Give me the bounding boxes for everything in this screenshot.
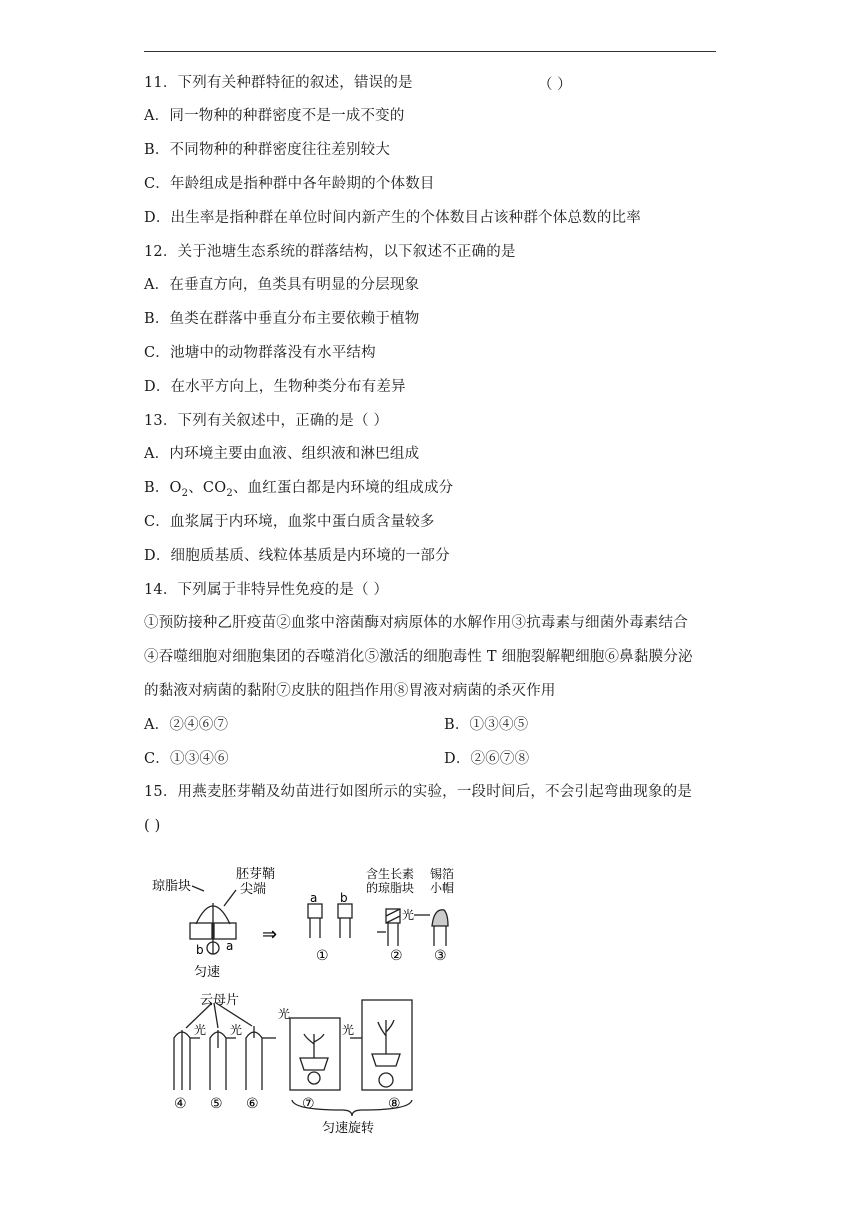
label-auxin-line2: 的琼脂块 bbox=[366, 881, 415, 895]
auxin-block bbox=[386, 909, 400, 923]
label-uniform-speed: 匀速 bbox=[194, 965, 221, 980]
label-light-4: 光 bbox=[194, 1023, 207, 1037]
box-8 bbox=[362, 1000, 412, 1090]
auxin-hatch-2 bbox=[386, 916, 400, 923]
label-auxin-line1: 含生长素 bbox=[366, 867, 415, 881]
label-n8: ⑧ bbox=[388, 1096, 401, 1112]
coleoptile-2 bbox=[388, 923, 398, 946]
box-7 bbox=[290, 1018, 340, 1090]
label-n3: ③ bbox=[434, 948, 447, 964]
label-agar-block: 琼脂块 bbox=[152, 879, 192, 894]
label-a: a bbox=[226, 939, 234, 953]
block-on-1a bbox=[308, 904, 322, 918]
label-tip-line2: 尖端 bbox=[240, 882, 267, 897]
q11-answer-blank: （ ） bbox=[538, 77, 572, 93]
q15-stem: 15．用燕麦胚芽鞘及幼苗进行如图所示的实验，一段时间后，不会引起弯曲现象的是 bbox=[144, 784, 693, 800]
arrow-implies: ⇒ bbox=[262, 924, 278, 945]
label-foil-line2: 小帽 bbox=[430, 881, 455, 895]
q11-stem: 11．下列有关种群特征的叙述，错误的是 bbox=[144, 75, 413, 91]
label-n7: ⑦ bbox=[302, 1096, 315, 1112]
q11-option-d: D．出生率是指种群在单位时间内新产生的个体数目占该种群个体总数的比率 bbox=[144, 210, 641, 226]
label-light-8: 光 bbox=[342, 1023, 355, 1037]
q13-option-d: D．细胞质基质、线粒体基质是内环境的一部分 bbox=[144, 548, 450, 564]
q13-b-sub1: 2 bbox=[181, 487, 189, 499]
q13-b-pre: B．O bbox=[144, 480, 182, 496]
label-light-3: 光 bbox=[402, 908, 415, 922]
q12-option-b: B．鱼类在群落中垂直分布主要依赖于植物 bbox=[144, 311, 420, 327]
auxin-hatch-1 bbox=[386, 909, 400, 916]
label-block-b: b bbox=[340, 891, 348, 905]
q13-b-sub2: 2 bbox=[226, 487, 233, 499]
q13-stem: 13．下列有关叙述中，正确的是（ ） bbox=[144, 413, 389, 429]
agar-block-a bbox=[214, 923, 236, 939]
label-rotate: 匀速旋转 bbox=[322, 1121, 375, 1136]
q12-stem: 12．关于池塘生态系统的群落结构，以下叙述不正确的是 bbox=[144, 244, 516, 260]
pot-7 bbox=[300, 1058, 328, 1070]
q12-option-c: C．池塘中的动物群落没有水平结构 bbox=[144, 345, 376, 361]
q11-option-b: B．不同物种的种群密度往往差别较大 bbox=[144, 142, 391, 158]
label-n5: ⑤ bbox=[210, 1096, 223, 1112]
label-n2: ② bbox=[390, 948, 403, 964]
label-light-6: 光 bbox=[278, 1007, 291, 1021]
label-tip-line1: 胚芽鞘 bbox=[236, 867, 276, 882]
q14-body-line3: 的黏液对病菌的黏附⑦皮肤的阻挡作用⑧胃液对病菌的杀灭作用 bbox=[144, 683, 556, 699]
rotation-circle-8 bbox=[379, 1073, 393, 1087]
q11-option-c: C．年龄组成是指种群中各年龄期的个体数目 bbox=[144, 176, 435, 192]
label-n6: ⑥ bbox=[246, 1096, 259, 1112]
label-foil-line1: 锡箔 bbox=[430, 867, 455, 881]
label-light-5: 光 bbox=[230, 1023, 243, 1037]
coleoptile-1a bbox=[310, 918, 320, 938]
experiment-figure bbox=[152, 858, 472, 1138]
q13-b-mid: 、CO bbox=[188, 480, 227, 496]
q13-option-c: C．血浆属于内环境，血浆中蛋白质含量较多 bbox=[144, 514, 435, 530]
q14-option-b: B．①③④⑤ bbox=[444, 717, 529, 733]
q13-option-b bbox=[144, 478, 453, 504]
label-block-a: a bbox=[310, 891, 318, 905]
q14-option-a: A．②④⑥⑦ bbox=[144, 717, 229, 733]
coleoptile-1b bbox=[340, 918, 350, 938]
q14-option-c: C．①③④⑥ bbox=[144, 751, 229, 767]
label-b: b bbox=[196, 943, 204, 957]
seedling-7 bbox=[304, 1034, 324, 1058]
foil-cap bbox=[432, 910, 448, 926]
label-n1: ① bbox=[316, 948, 329, 964]
q14-option-d: D．②⑥⑦⑧ bbox=[444, 751, 530, 767]
q11-option-a: A．同一物种的种群密度不是一成不变的 bbox=[144, 108, 405, 124]
seedling-8 bbox=[378, 1020, 394, 1054]
block-on-1b bbox=[338, 904, 352, 918]
rotation-circle-7 bbox=[308, 1072, 320, 1084]
q12-option-d: D．在水平方向上，生物种类分布有差异 bbox=[144, 379, 406, 395]
agar-block-b bbox=[190, 923, 212, 939]
q14-stem: 14．下列属于非特异性免疫的是（ ） bbox=[144, 582, 389, 598]
q15-answer-blank: ( ) bbox=[144, 818, 161, 834]
label-n4: ④ bbox=[174, 1096, 187, 1112]
q14-body-line1: ①预防接种乙肝疫苗②血浆中溶菌酶对病原体的水解作用③抗毒素与细菌外毒素结合 bbox=[144, 615, 688, 631]
tip-pointer bbox=[224, 890, 236, 906]
header-rule bbox=[144, 51, 716, 52]
label-mica: 云母片 bbox=[200, 993, 240, 1008]
q13-b-post: 、血红蛋白都是内环境的组成成分 bbox=[232, 480, 454, 496]
q14-body-line2: ④吞噬细胞对细胞集团的吞噬消化⑤激活的细胞毒性 T 细胞裂解靶细胞⑥鼻黏膜分泌 bbox=[144, 649, 693, 665]
coleoptile-6 bbox=[246, 1032, 262, 1090]
q13-option-a: A．内环境主要由血液、组织液和淋巴组成 bbox=[144, 446, 420, 462]
pot-8 bbox=[372, 1054, 400, 1066]
q12-option-a: A．在垂直方向，鱼类具有明显的分层现象 bbox=[144, 277, 420, 293]
coleoptile-3 bbox=[434, 926, 446, 946]
agar-pointer bbox=[192, 886, 204, 891]
